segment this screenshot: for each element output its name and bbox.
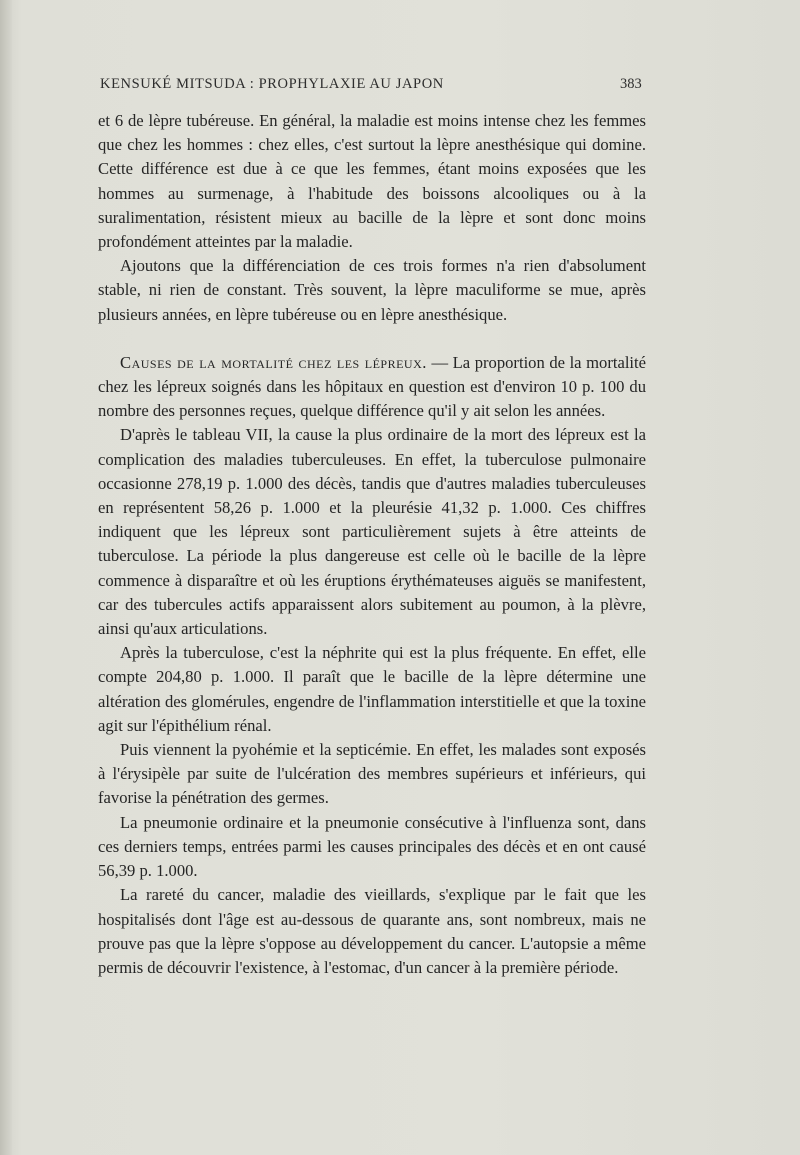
paragraph-continuation: et 6 de lèpre tubéreuse. En général, la maladie est moins intense chez les femmes que chez les hommes : chez elles, c'est surtout la lèpre anesthésique qui domine. Cette différence est due à ce que les femmes, étant moins exposées que les hommes au surmenage, à l'habitude des boissons alcooliques ou à la suralimentation, résistent mieux au bacille de la lèpre et sont donc moins profondément atteintes par la maladie. [98,111,646,252]
paragraph: Ajoutons que la différenciation de ces trois formes n'a rien d'absolument stable, ni rien de constant. Très souvent, la lèpre maculiforme se mue, après plusieurs années, en lèpre tubéreuse ou en lèpre anesthésique. [98,256,646,324]
paragraph: La rareté du cancer, maladie des vieillards, s'explique par le fait que les hospitalisés dont l'âge est au-dessous de quarante ans, sont nombreux, mais ne prouve pas que la lèpre s'oppose au développement du cancer. L'autopsie a même permis de découvrir l'existence, à l'estomac, d'un cancer à la première période. [98,885,646,977]
section-dash: — [426,352,453,372]
paragraph: Après la tuberculose, c'est la néphrite qui est la plus fréquente. En effet, elle compte 204,80 p. 1.000. Il paraît que le bacille de la lèpre détermine une altération des glomérules, engendre de l'inflammation interstitielle et que la toxine agit sur l'épithélium rénal. [98,643,646,735]
paragraph: Puis viennent la pyohémie et la septicémie. En effet, les malades sont exposés à l'érysipèle par suite de l'ulcération des membres supérieurs et inférieurs, qui favorise la pénétration des germes. [98,740,646,808]
page-number: 383 [620,76,642,92]
body-text [98,109,646,980]
section-heading: Causes de la mortalité chez les lépreux. [120,352,427,372]
section-paragraph-mortality [98,351,646,424]
section-first-text: La proportion de la mortalité chez les lépreux soignés dans les hôpitaux en question est d'environ 10 p. 100 du nombre des personnes reçues, quelque différence qu'il y ait selon les années. [98,352,647,421]
running-header-title: KENSUKÉ MITSUDA : PROPHYLAXIE AU JAPON [100,76,444,92]
paragraph: La pneumonie ordinaire et la pneumonie consécutive à l'influenza sont, dans ces derniers temps, entrées parmi les causes principales des décès et en ont causé 56,39 p. 1.000. [98,812,646,881]
page-gutter [0,0,12,1155]
paragraph: D'après le tableau VII, la cause la plus ordinaire de la mort des lépreux est la complication des maladies tuberculeuses. En effet, la tuberculose pulmonaire occasionne 278,19 p. 1.000 des décès, tandis que d'autres maladies tuberculeuses en représentent 58,26 p. 1.000 et la pleurésie 41,32 p. 1.000. Ces chiffres indiquent que les lépreux sont particulièrement sujets à être atteints de tuberculose. La période la plus dangereuse est celle où le bacille de la lèpre commence à disparaître et où les éruptions érythémateuses aiguës se manifestent, car des tubercules actifs apparaissent alors subitement au poumon, à la plèvre, ainsi qu'aux articulations. [98,425,646,639]
